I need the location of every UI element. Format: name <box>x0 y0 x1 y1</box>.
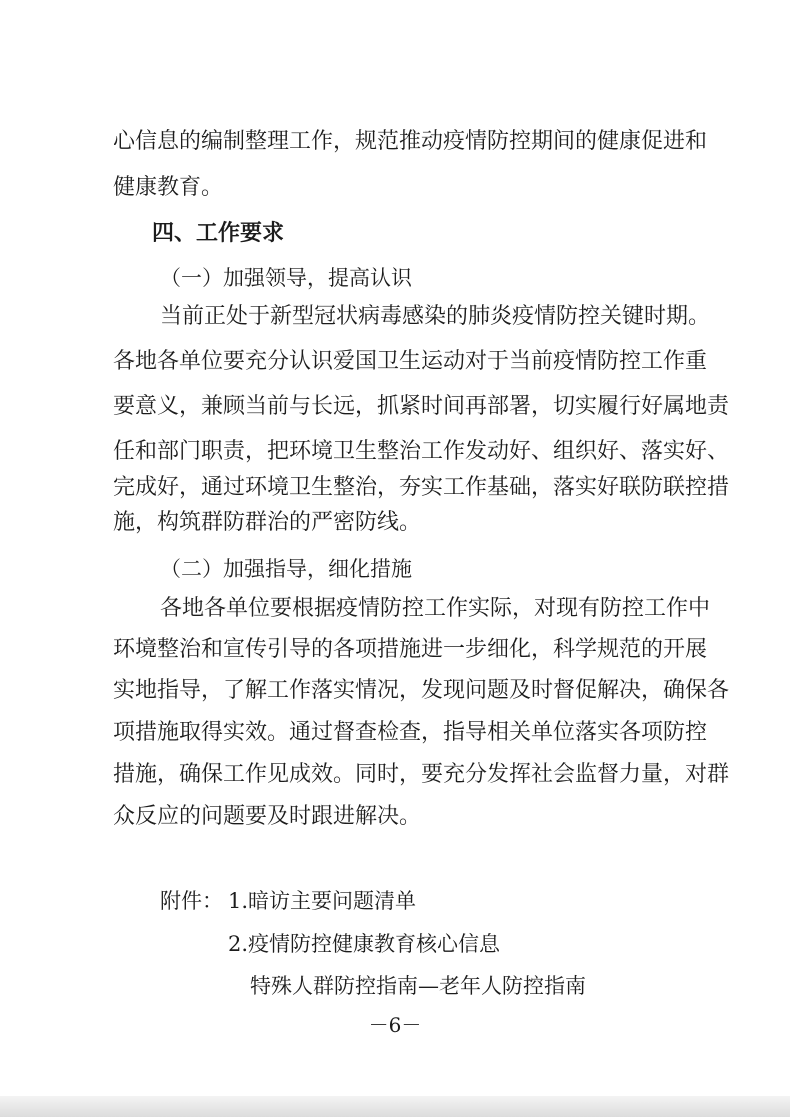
scan-bottom-edge <box>0 1096 790 1117</box>
body-text-line: 健康教育。 <box>113 175 224 200</box>
attachment-item: 1.暗访主要问题清单 <box>228 889 417 913</box>
attachment-item: 特殊人群防控指南—老年人防控指南 <box>250 974 586 998</box>
body-text-line: 各地各单位要根据疫情防控工作实际，对现有防控工作中 <box>160 596 711 621</box>
body-text-line: 项措施取得实效。通过督查检查，指导相关单位落实各项防控 <box>113 720 708 745</box>
body-text-line: 施，构筑群防群治的严密防线。 <box>113 510 422 535</box>
body-text-line: 完成好，通过环境卫生整治，夯实工作基础，落实好联防联控措 <box>113 475 730 500</box>
body-text-line: 任和部门职责，把环境卫生整治工作发动好、组织好、落实好、 <box>113 439 730 464</box>
attachment-item: 2.疫情防控健康教育核心信息 <box>228 932 501 956</box>
body-text-line: 实地指导，了解工作落实情况，发现问题及时督促解决，确保各 <box>113 678 730 703</box>
body-text-line: 措施，确保工作见成效。同时，要充分发挥社会监督力量，对群 <box>113 762 730 787</box>
body-text-line: 心信息的编制整理工作，规范推动疫情防控期间的健康促进和 <box>113 129 708 154</box>
subsection-heading: （一）加强领导，提高认识 <box>160 266 412 290</box>
body-text-line: 要意义，兼顾当前与长远，抓紧时间再部署，切实履行好属地责 <box>113 394 730 419</box>
body-text-line: 各地各单位要充分认识爱国卫生运动对于当前疫情防控工作重 <box>113 349 708 374</box>
attachment-label: 附件： <box>160 889 223 913</box>
section-heading: 四、工作要求 <box>152 221 285 246</box>
page-number: －6－ <box>368 1013 422 1037</box>
body-text-line: 当前正处于新型冠状病毒感染的肺炎疫情防控关键时期。 <box>160 304 711 329</box>
subsection-heading: （二）加强指导，细化措施 <box>160 557 412 581</box>
body-text-line: 众反应的问题要及时跟进解决。 <box>113 804 422 829</box>
body-text-line: 环境整治和宣传引导的各项措施进一步细化，科学规范的开展 <box>113 637 708 662</box>
